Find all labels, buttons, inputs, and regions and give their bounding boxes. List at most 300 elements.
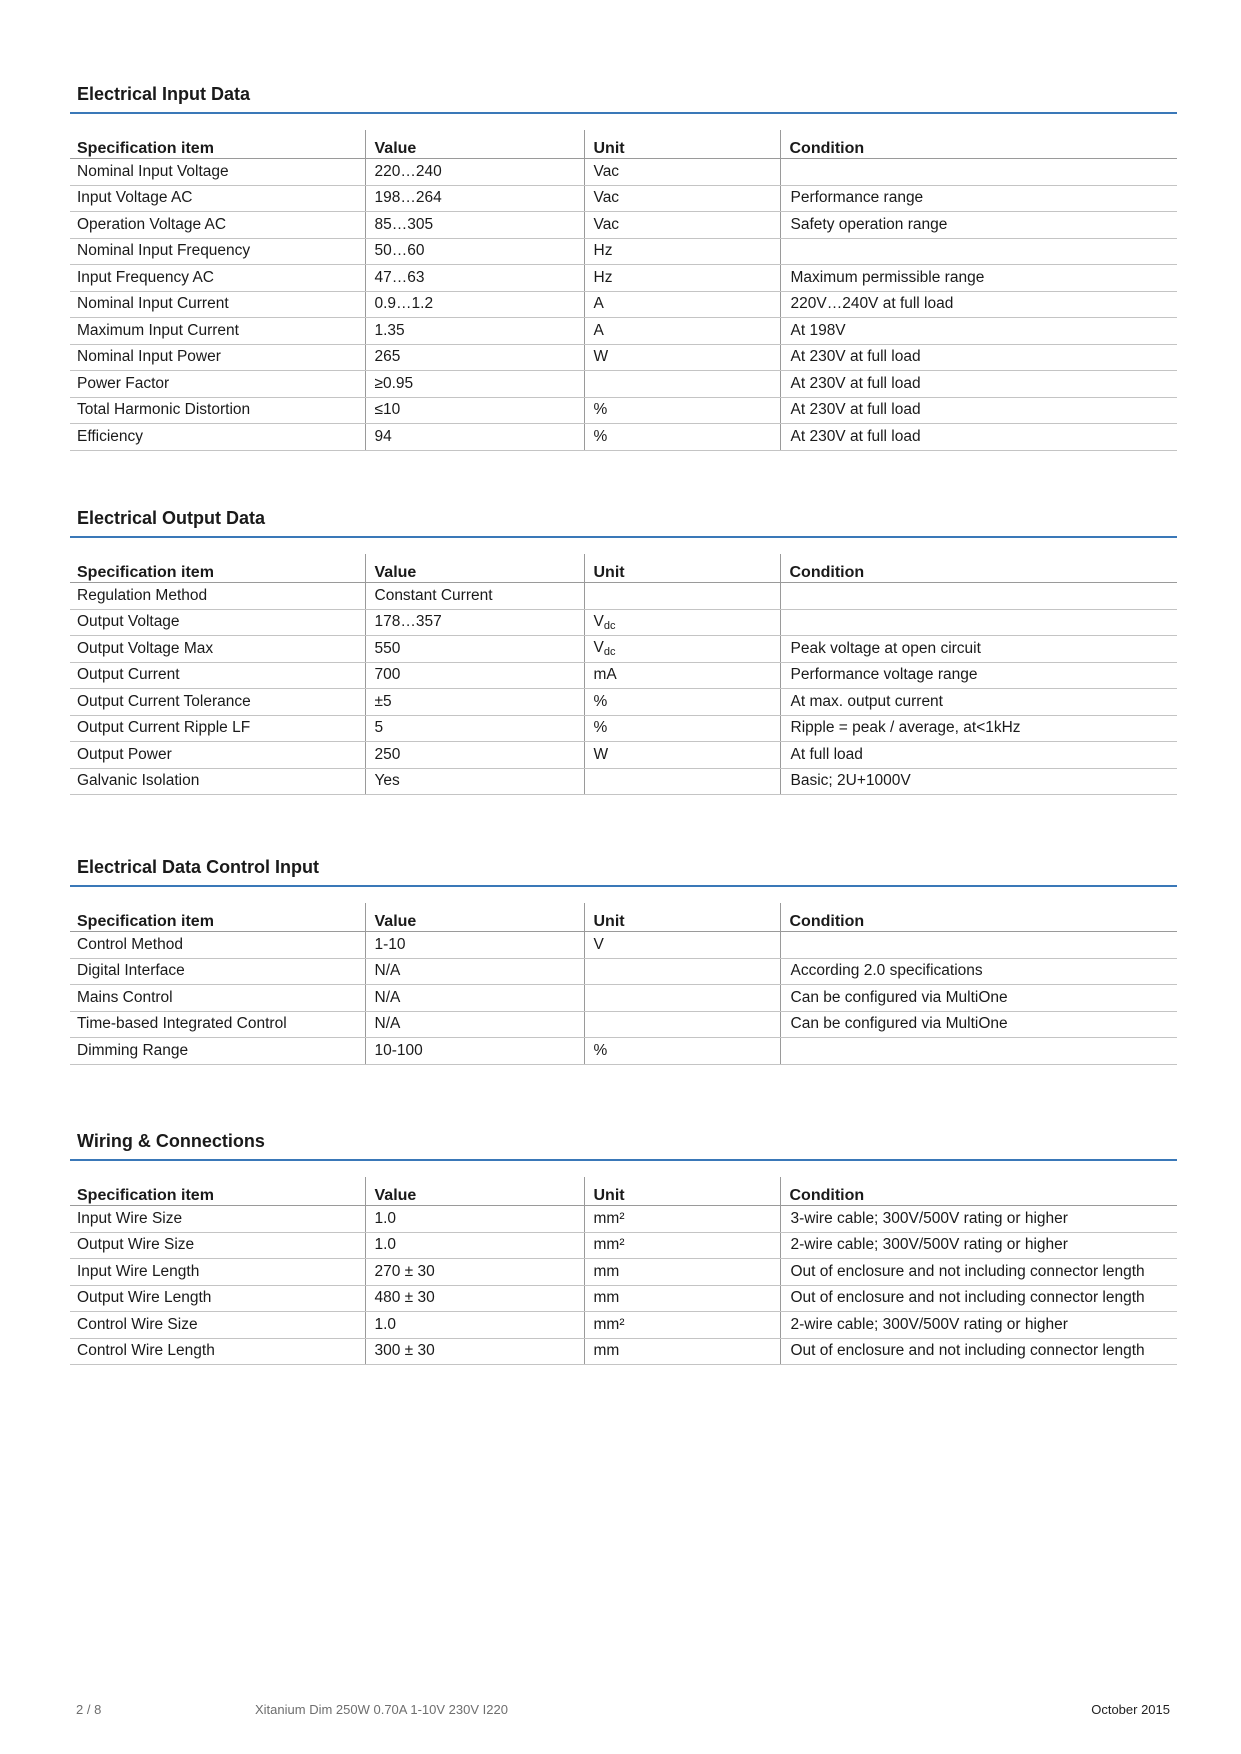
cell-value [365, 265, 584, 292]
cell-condition-text: 2-wire cable; 300V/500V rating or higher [790, 1236, 1068, 1254]
header-spec: Specification item [70, 130, 365, 159]
cell-value [365, 636, 584, 663]
spec-table [70, 903, 1177, 1065]
spec-table [70, 1177, 1177, 1365]
cell-spec-item-text: Maximum Input Current [77, 321, 239, 339]
cell-spec-item-text: Output Current Tolerance [77, 692, 251, 710]
table-row [70, 424, 1177, 451]
cell-condition [780, 609, 1177, 636]
cell-spec-item [70, 344, 365, 371]
spec-table [70, 130, 1177, 451]
cell-value-text: ≤10 [374, 401, 401, 419]
cell-spec-item-text: Nominal Input Power [77, 348, 221, 366]
cell-unit [584, 238, 780, 265]
cell-unit [584, 1011, 780, 1038]
cell-value-text: 5 [374, 719, 384, 737]
cell-unit [584, 185, 780, 212]
cell-spec-item-text: Nominal Input Current [77, 295, 229, 313]
table-row [70, 715, 1177, 742]
cell-unit-text: A [593, 295, 604, 313]
cell-condition-text: Out of enclosure and not including connector length [790, 1289, 1145, 1307]
header-value: Value [365, 130, 584, 159]
table-row [70, 609, 1177, 636]
cell-condition [780, 371, 1177, 398]
cell-unit-text: Hz [593, 242, 613, 260]
cell-unit [584, 291, 780, 318]
header-spec: Specification item [70, 1177, 365, 1206]
cell-condition-text: Out of enclosure and not including connector length [790, 1262, 1145, 1280]
cell-spec-item-text: Efficiency [77, 427, 144, 445]
cell-value [365, 1259, 584, 1286]
cell-spec-item-text: Mains Control [77, 988, 173, 1006]
cell-unit [584, 609, 780, 636]
cell-value [365, 662, 584, 689]
table-row [70, 1259, 1177, 1286]
cell-unit [584, 397, 780, 424]
cell-spec-item [70, 662, 365, 689]
cell-value-text: 85…305 [374, 215, 434, 233]
cell-unit-text: mm [593, 1262, 620, 1280]
cell-spec-item-text: Output Voltage [77, 613, 180, 631]
cell-condition [780, 768, 1177, 795]
cell-condition-text: Basic; 2U+1000V [790, 772, 911, 790]
cell-value [365, 932, 584, 959]
cell-unit-text: V [593, 639, 604, 657]
cell-condition [780, 238, 1177, 265]
cell-unit [584, 583, 780, 610]
cell-spec-item [70, 1312, 365, 1339]
section-divider [70, 536, 1177, 538]
header-condition: Condition [780, 1177, 1177, 1206]
table-row [70, 159, 1177, 186]
cell-unit-text: mm [593, 1289, 620, 1307]
cell-spec-item [70, 583, 365, 610]
cell-spec-item-text: Time-based Integrated Control [77, 1015, 287, 1033]
cell-value-text: 270 ± 30 [374, 1262, 435, 1280]
cell-spec-item [70, 185, 365, 212]
section-title: Electrical Data Control Input [77, 857, 320, 877]
cell-unit-text: mm² [593, 1315, 625, 1333]
table-row [70, 689, 1177, 716]
cell-spec-item-text: Control Wire Size [77, 1315, 198, 1333]
cell-value-text: N/A [374, 962, 401, 980]
cell-spec-item [70, 1232, 365, 1259]
cell-unit-text: % [593, 427, 608, 445]
table-row [70, 636, 1177, 663]
header-spec: Specification item [70, 903, 365, 932]
cell-value-text: ±5 [374, 692, 392, 710]
cell-condition [780, 265, 1177, 292]
spec-table [70, 554, 1177, 795]
cell-value [365, 1232, 584, 1259]
cell-value [365, 768, 584, 795]
cell-condition-text: Can be configured via MultiOne [790, 988, 1008, 1006]
cell-condition-text: Peak voltage at open circuit [790, 639, 981, 657]
cell-value-text: N/A [374, 988, 401, 1006]
cell-unit [584, 689, 780, 716]
cell-value-text: 1.35 [374, 321, 405, 339]
unit-subscript: dc [603, 646, 616, 659]
cell-unit [584, 932, 780, 959]
cell-condition [780, 985, 1177, 1012]
cell-condition-text: 2-wire cable; 300V/500V rating or higher [790, 1315, 1068, 1333]
cell-spec-item-text: Power Factor [77, 374, 170, 392]
table-row [70, 583, 1177, 610]
cell-condition [780, 583, 1177, 610]
table-row [70, 344, 1177, 371]
cell-spec-item-text: Output Wire Size [77, 1236, 195, 1254]
cell-value [365, 583, 584, 610]
cell-condition [780, 318, 1177, 345]
cell-value-text: 220…240 [374, 162, 442, 180]
table-row [70, 371, 1177, 398]
cell-spec-item-text: Input Wire Size [77, 1209, 183, 1227]
cell-spec-item [70, 1206, 365, 1233]
cell-unit-text: % [593, 692, 608, 710]
cell-value-text: 1.0 [374, 1209, 397, 1227]
cell-unit [584, 159, 780, 186]
cell-condition [780, 1206, 1177, 1233]
table-row [70, 238, 1177, 265]
cell-unit [584, 715, 780, 742]
cell-condition [780, 212, 1177, 239]
section-divider [70, 112, 1177, 114]
header-condition: Condition [780, 903, 1177, 932]
cell-spec-item-text: Total Harmonic Distortion [77, 401, 251, 419]
cell-condition [780, 1285, 1177, 1312]
cell-unit [584, 318, 780, 345]
cell-value [365, 1206, 584, 1233]
cell-unit-text: A [593, 321, 604, 339]
header-unit: Unit [584, 554, 780, 583]
section-electrical-input [70, 80, 1177, 451]
cell-condition [780, 1312, 1177, 1339]
cell-condition-text: At 230V at full load [790, 401, 921, 419]
cell-value-text: Yes [374, 772, 400, 790]
cell-value [365, 344, 584, 371]
cell-condition-text: 3-wire cable; 300V/500V rating or higher [790, 1209, 1068, 1227]
cell-value-text: 300 ± 30 [374, 1342, 435, 1360]
cell-condition-text: Performance voltage range [790, 666, 978, 684]
section-wiring-connections [70, 1127, 1177, 1365]
cell-unit [584, 636, 780, 663]
table-row [70, 397, 1177, 424]
cell-spec-item [70, 1338, 365, 1365]
cell-spec-item-text: Galvanic Isolation [77, 772, 200, 790]
header-row [70, 130, 1177, 159]
cell-value-text: 1.0 [374, 1236, 397, 1254]
cell-spec-item-text: Input Voltage AC [77, 189, 193, 207]
table-row [70, 768, 1177, 795]
cell-unit-text: V [593, 935, 604, 953]
cell-value [365, 318, 584, 345]
section-divider [70, 1159, 1177, 1161]
cell-value-text: ≥0.95 [374, 374, 414, 392]
cell-condition [780, 958, 1177, 985]
table-row [70, 662, 1177, 689]
cell-value [365, 1285, 584, 1312]
cell-unit-text: Vac [593, 215, 620, 233]
cell-condition [780, 344, 1177, 371]
cell-unit-text: mm² [593, 1236, 625, 1254]
cell-value [365, 397, 584, 424]
cell-value [365, 212, 584, 239]
header-unit: Unit [584, 903, 780, 932]
cell-condition [780, 185, 1177, 212]
cell-value [365, 715, 584, 742]
cell-spec-item [70, 742, 365, 769]
cell-value [365, 958, 584, 985]
cell-condition [780, 742, 1177, 769]
cell-unit [584, 1312, 780, 1339]
cell-unit-text: Vac [593, 189, 620, 207]
cell-value-text: 1.0 [374, 1315, 397, 1333]
cell-unit [584, 742, 780, 769]
cell-spec-item [70, 689, 365, 716]
cell-value-text: 480 ± 30 [374, 1289, 435, 1307]
cell-value [365, 1338, 584, 1365]
cell-spec-item-text: Regulation Method [77, 586, 208, 604]
cell-spec-item [70, 958, 365, 985]
table-row [70, 1011, 1177, 1038]
cell-condition [780, 424, 1177, 451]
cell-spec-item [70, 636, 365, 663]
cell-value [365, 238, 584, 265]
cell-value-text: 50…60 [374, 242, 425, 260]
cell-unit [584, 371, 780, 398]
cell-unit-text: V [593, 612, 604, 630]
cell-condition-text: Safety operation range [790, 215, 948, 233]
cell-spec-item-text: Operation Voltage AC [77, 215, 227, 233]
table-row [70, 1285, 1177, 1312]
table-row [70, 1338, 1177, 1365]
cell-condition [780, 662, 1177, 689]
cell-condition-text: According 2.0 specifications [790, 962, 983, 980]
cell-spec-item [70, 609, 365, 636]
section-control-input [70, 853, 1177, 1065]
cell-unit [584, 212, 780, 239]
cell-unit-text: mm² [593, 1209, 625, 1227]
header-unit: Unit [584, 130, 780, 159]
cell-condition [780, 1259, 1177, 1286]
header-row [70, 903, 1177, 932]
cell-spec-item-text: Control Method [77, 935, 183, 953]
cell-condition [780, 159, 1177, 186]
cell-spec-item-text: Input Wire Length [77, 1262, 200, 1280]
cell-unit-text: mm [593, 1342, 620, 1360]
cell-unit [584, 985, 780, 1012]
cell-condition-text: At 230V at full load [790, 374, 921, 392]
cell-condition [780, 636, 1177, 663]
table-row [70, 985, 1177, 1012]
cell-value [365, 1011, 584, 1038]
cell-spec-item [70, 238, 365, 265]
cell-value-text: 550 [374, 639, 401, 657]
cell-spec-item-text: Nominal Input Frequency [77, 242, 251, 260]
cell-unit [584, 1285, 780, 1312]
cell-spec-item-text: Nominal Input Voltage [77, 162, 229, 180]
cell-condition-text: Ripple = peak / average, at<1kHz [790, 719, 1021, 737]
table-row [70, 1232, 1177, 1259]
cell-value-text: N/A [374, 1015, 401, 1033]
cell-value-text: Constant Current [374, 586, 493, 604]
cell-value [365, 1312, 584, 1339]
cell-condition-text: Out of enclosure and not including connector length [790, 1342, 1145, 1360]
cell-spec-item-text: Output Voltage Max [77, 639, 214, 657]
cell-condition [780, 1232, 1177, 1259]
cell-spec-item [70, 424, 365, 451]
cell-spec-item [70, 318, 365, 345]
table-row [70, 318, 1177, 345]
cell-spec-item [70, 1011, 365, 1038]
cell-condition-text: 220V…240V at full load [790, 295, 954, 313]
section-title: Wiring & Connections [77, 1131, 265, 1151]
page-footer [76, 1702, 1170, 1722]
unit-subscript: dc [603, 619, 616, 632]
cell-condition-text: Can be configured via MultiOne [790, 1015, 1008, 1033]
cell-condition [780, 291, 1177, 318]
cell-spec-item [70, 985, 365, 1012]
cell-unit [584, 344, 780, 371]
table-row [70, 291, 1177, 318]
cell-value [365, 1038, 584, 1065]
cell-spec-item [70, 265, 365, 292]
cell-condition [780, 1038, 1177, 1065]
cell-value-text: 250 [374, 745, 401, 763]
header-value: Value [365, 1177, 584, 1206]
cell-condition-text: Performance range [790, 189, 924, 207]
cell-condition [780, 689, 1177, 716]
header-row [70, 1177, 1177, 1206]
cell-value-text: 94 [374, 427, 392, 445]
cell-value [365, 609, 584, 636]
cell-condition [780, 715, 1177, 742]
cell-value-text: 178…357 [374, 613, 442, 631]
cell-unit-text: W [593, 745, 609, 763]
cell-spec-item [70, 397, 365, 424]
cell-unit-text: mA [593, 666, 617, 684]
cell-spec-item-text: Dimming Range [77, 1041, 189, 1059]
table-row [70, 185, 1177, 212]
cell-spec-item-text: Output Wire Length [77, 1289, 212, 1307]
cell-value [365, 742, 584, 769]
header-value: Value [365, 554, 584, 583]
cell-value-text: 47…63 [374, 268, 425, 286]
cell-value [365, 985, 584, 1012]
cell-spec-item-text: Input Frequency AC [77, 268, 214, 286]
cell-value [365, 159, 584, 186]
cell-unit [584, 1232, 780, 1259]
table-row [70, 265, 1177, 292]
cell-condition-text: At 230V at full load [790, 427, 921, 445]
document-date: October 2015 [1091, 1702, 1170, 1717]
cell-unit-text: % [593, 1041, 608, 1059]
cell-value [365, 185, 584, 212]
cell-value-text: 0.9…1.2 [374, 295, 434, 313]
cell-condition [780, 932, 1177, 959]
cell-unit [584, 662, 780, 689]
header-condition: Condition [780, 130, 1177, 159]
cell-unit [584, 424, 780, 451]
cell-condition [780, 1338, 1177, 1365]
cell-spec-item-text: Output Power [77, 745, 172, 763]
cell-unit-text: W [593, 348, 609, 366]
cell-spec-item [70, 1285, 365, 1312]
table-row [70, 958, 1177, 985]
cell-condition-text: At full load [790, 745, 863, 763]
cell-unit [584, 1259, 780, 1286]
header-row [70, 554, 1177, 583]
table-row [70, 742, 1177, 769]
cell-spec-item [70, 212, 365, 239]
header-spec: Specification item [70, 554, 365, 583]
header-unit: Unit [584, 1177, 780, 1206]
cell-unit [584, 768, 780, 795]
cell-spec-item-text: Control Wire Length [77, 1342, 215, 1360]
cell-unit [584, 958, 780, 985]
cell-spec-item-text: Output Current Ripple LF [77, 719, 251, 737]
cell-condition [780, 1011, 1177, 1038]
cell-value-text: 10-100 [374, 1041, 423, 1059]
page-number: 2 / 8 [76, 1702, 102, 1717]
section-electrical-output [70, 504, 1177, 795]
cell-value [365, 424, 584, 451]
cell-unit-text: Hz [593, 268, 613, 286]
table-row [70, 1038, 1177, 1065]
table-row [70, 1312, 1177, 1339]
section-title: Electrical Input Data [77, 84, 251, 104]
cell-unit-text: % [593, 719, 608, 737]
cell-spec-item-text: Digital Interface [77, 962, 185, 980]
cell-unit [584, 1038, 780, 1065]
cell-unit [584, 1206, 780, 1233]
cell-unit [584, 265, 780, 292]
cell-spec-item [70, 768, 365, 795]
cell-value-text: 198…264 [374, 189, 442, 207]
cell-unit [584, 1338, 780, 1365]
table-row [70, 1206, 1177, 1233]
table-row [70, 212, 1177, 239]
cell-spec-item [70, 371, 365, 398]
cell-condition-text: Maximum permissible range [790, 268, 985, 286]
cell-condition-text: At 198V [790, 321, 846, 339]
table-row [70, 932, 1177, 959]
cell-unit-text: % [593, 401, 608, 419]
cell-value [365, 371, 584, 398]
cell-spec-item [70, 1038, 365, 1065]
cell-value-text: 265 [374, 348, 401, 366]
cell-spec-item [70, 159, 365, 186]
cell-value [365, 291, 584, 318]
header-condition: Condition [780, 554, 1177, 583]
cell-spec-item [70, 291, 365, 318]
cell-spec-item-text: Output Current [77, 666, 180, 684]
cell-value-text: 700 [374, 666, 401, 684]
cell-spec-item [70, 715, 365, 742]
cell-spec-item [70, 1259, 365, 1286]
product-name: Xitanium Dim 250W 0.70A 1-10V 230V I220 [255, 1702, 508, 1717]
cell-unit-text: Vac [593, 162, 620, 180]
header-value: Value [365, 903, 584, 932]
cell-spec-item [70, 932, 365, 959]
cell-value-text: 1-10 [374, 935, 406, 953]
section-title: Electrical Output Data [77, 508, 266, 528]
section-divider [70, 885, 1177, 887]
cell-condition [780, 397, 1177, 424]
cell-condition-text: At max. output current [790, 692, 943, 710]
cell-condition-text: At 230V at full load [790, 348, 921, 366]
cell-value [365, 689, 584, 716]
